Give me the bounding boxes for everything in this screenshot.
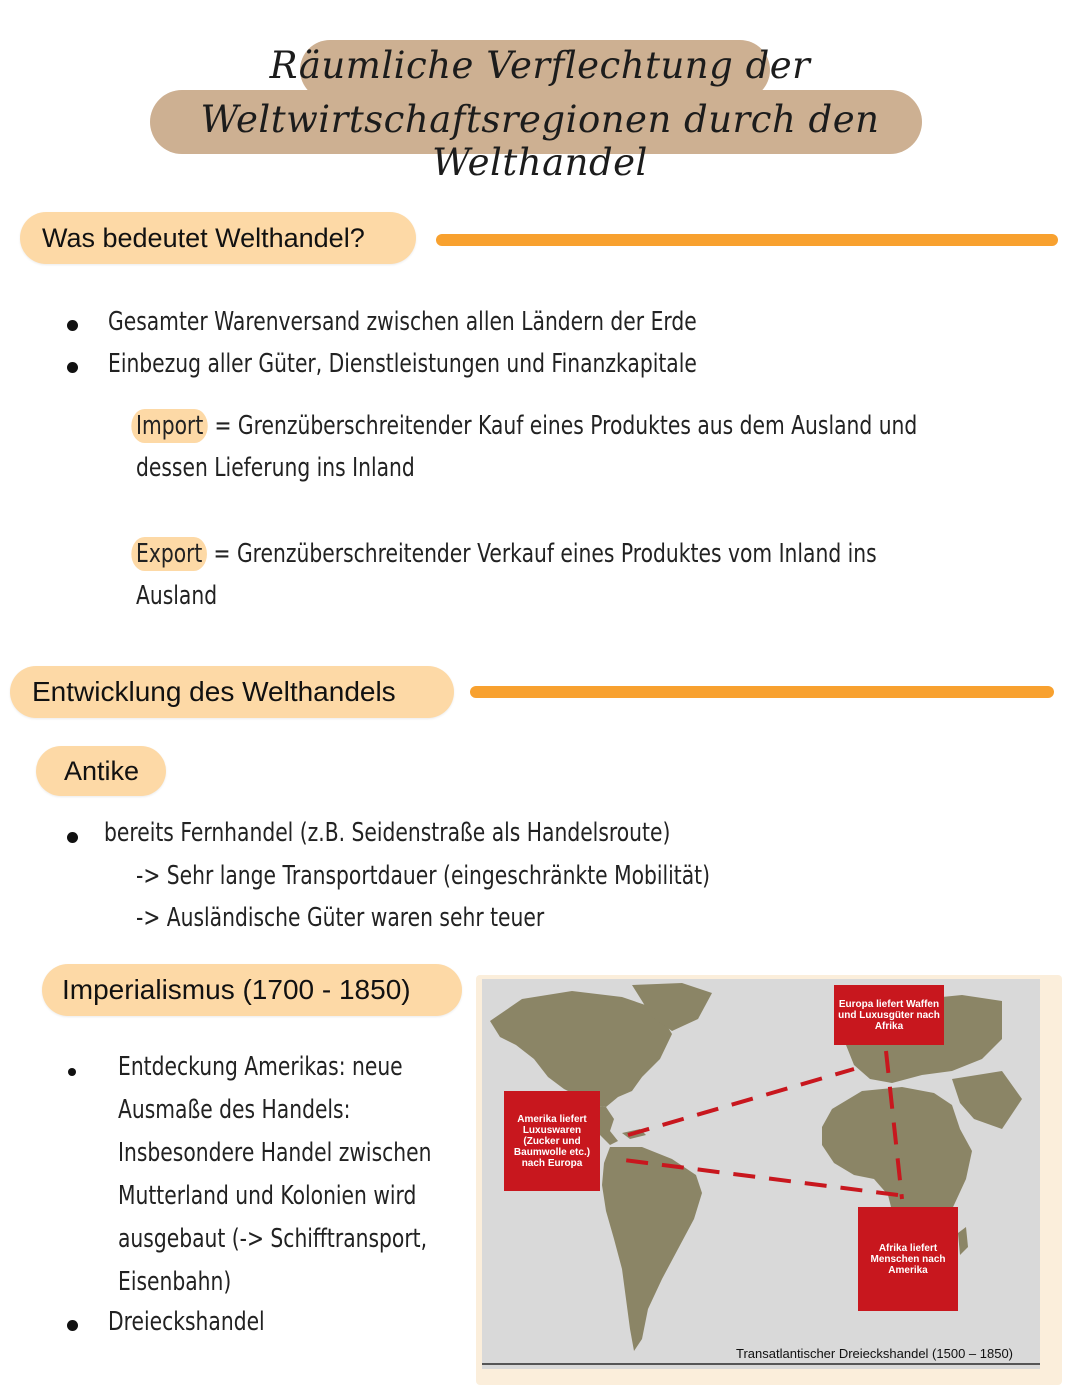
export-definition — [136, 537, 877, 571]
bullet-icon — [68, 1068, 76, 1076]
bullet-icon — [67, 1320, 78, 1331]
south-america-landmass — [602, 1147, 702, 1351]
bullet-text: bereits Fernhandel (z.B. Seidenstraße als Handelsroute) — [104, 818, 671, 848]
route-america-europe — [628, 1069, 854, 1135]
bullet-icon — [67, 832, 78, 843]
triangular-trade-map — [476, 975, 1062, 1385]
label-america: Amerika liefert Luxuswaren (Zucker und Baumwolle etc.) nach Europa — [504, 1091, 600, 1191]
title-line-2: Weltwirtschaftsregionen durch den Welthandel — [200, 98, 880, 184]
map-caption: Transatlantischer Dreieckshandel (1500 – 1850) — [736, 1346, 1014, 1361]
export-definition-text: = Grenzüberschreitender Verkauf eines Produktes vom Inland ins — [213, 539, 877, 569]
subheading-imperialismus: Imperialismus (1700 - 1850) — [42, 964, 462, 1016]
bullet-icon — [67, 320, 78, 331]
map-background — [482, 979, 1040, 1369]
bullet-text-line: ausgebaut (-> Schifftransport, — [118, 1224, 428, 1254]
bullet-text-line: Insbesondere Handel zwischen — [118, 1138, 432, 1168]
middle-east-landmass — [952, 1071, 1022, 1129]
import-definition-text: = Grenzüberschreitender Kauf eines Produktes aus dem Ausland und — [214, 411, 918, 441]
sub-point: -> Ausländische Güter waren sehr teuer — [136, 903, 545, 933]
export-definition-continued: Ausland — [136, 581, 218, 611]
north-america-landmass — [490, 991, 672, 1107]
label-africa: Afrika liefert Menschen nach Amerika — [858, 1207, 958, 1311]
label-europe: Europa liefert Waffen und Luxusgüter nach Afrika — [834, 985, 944, 1045]
map-baseline — [482, 1363, 1040, 1365]
bullet-text-line: Ausmaße des Handels: — [118, 1095, 351, 1125]
import-definition-continued: dessen Lieferung ins Inland — [136, 453, 415, 483]
bullet-text-line: Entdeckung Amerikas: neue — [118, 1052, 403, 1082]
import-definition — [136, 409, 917, 443]
section-divider — [470, 686, 1054, 698]
sub-point: -> Sehr lange Transportdauer (eingeschränkte Mobilität) — [136, 861, 710, 891]
bullet-text-line: Mutterland und Kolonien wird — [118, 1181, 417, 1211]
title-line-1: Räumliche Verflechtung der — [269, 44, 811, 87]
section-divider — [436, 234, 1058, 246]
section-heading-welthandel: Was bedeutet Welthandel? — [20, 212, 416, 264]
bullet-text: Gesamter Warenversand zwischen allen Ländern der Erde — [108, 307, 697, 337]
bullet-text: Dreieckshandel — [108, 1307, 265, 1337]
section-heading-entwicklung: Entwicklung des Welthandels — [10, 666, 454, 718]
bullet-icon — [67, 362, 78, 373]
page-title — [150, 38, 930, 184]
madagascar-island — [958, 1227, 968, 1255]
bullet-text-line: Eisenbahn) — [118, 1267, 232, 1297]
import-term: Import — [131, 409, 208, 443]
bullet-text: Einbezug aller Güter, Dienstleistungen und Finanzkapitale — [108, 349, 697, 379]
subheading-antike: Antike — [36, 746, 166, 796]
export-term: Export — [131, 537, 207, 571]
